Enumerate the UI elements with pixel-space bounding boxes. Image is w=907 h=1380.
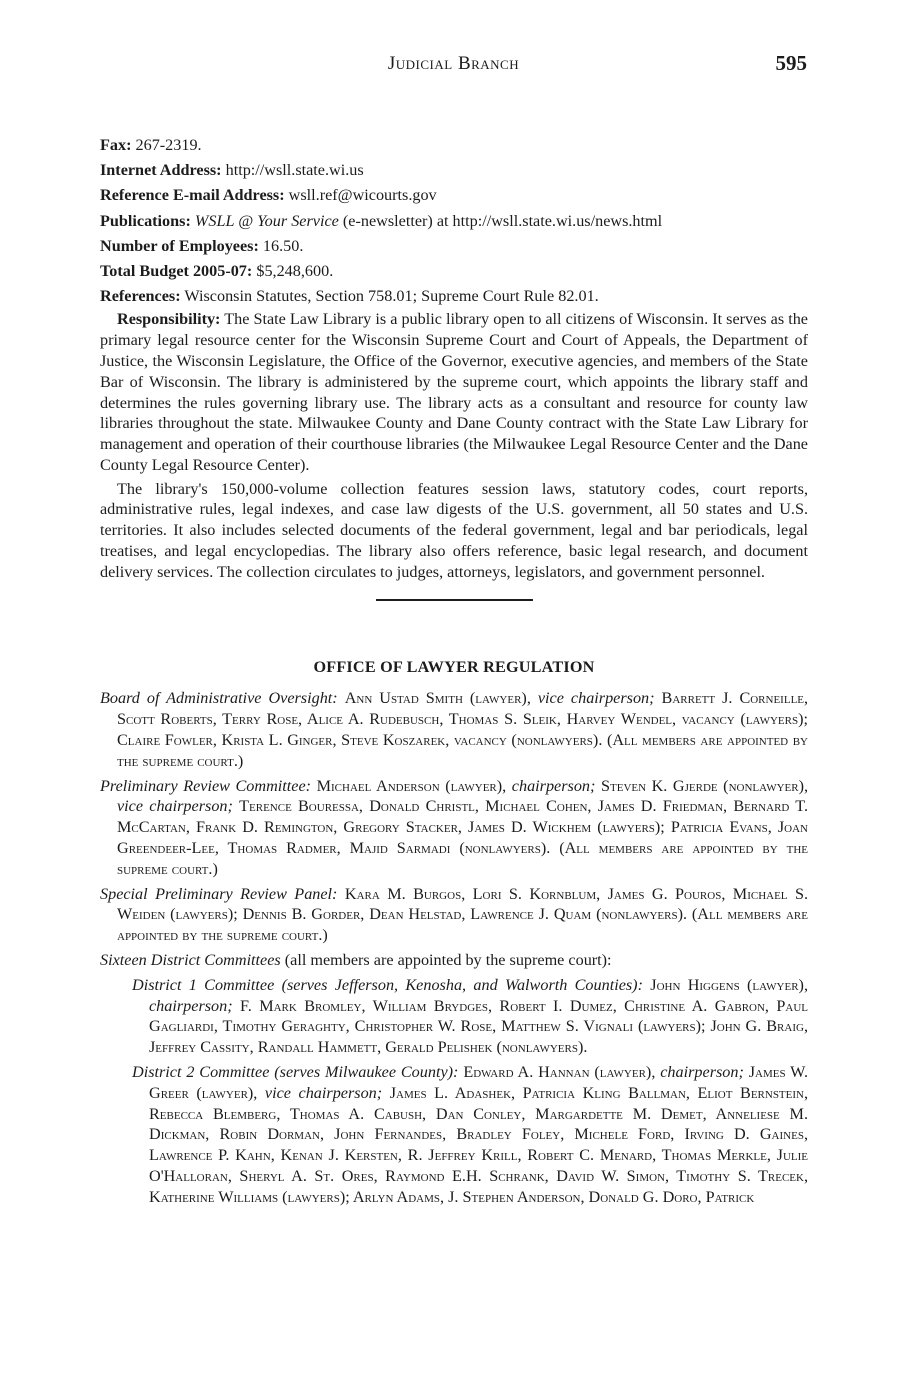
- board-role-1: vice chairperson;: [537, 689, 655, 708]
- preliminary-text-1: Michael Anderson (lawyer),: [316, 776, 507, 795]
- district-intro-entry: [100, 950, 808, 971]
- fax-line: [100, 135, 808, 156]
- references-label: References:: [100, 287, 181, 306]
- district-1-entry: [132, 975, 808, 1058]
- internet-address-label: Internet Address:: [100, 161, 222, 180]
- board-text-2: Barrett J. Corneille, Scott Roberts, Terry Rose, Alice A. Rudebusch, Thomas S. Sleik, Harvey Wendel, vacancy (lawyers); Claire Fowler, Krista L. Ginger, Steve Koszarek, vacancy (nonlawyers). (All members are appointed by the supreme court.): [117, 689, 809, 770]
- fax-label: Fax:: [100, 136, 132, 154]
- preliminary-role-1: chairperson;: [511, 776, 596, 795]
- internet-address-line: [100, 160, 808, 181]
- district-1-text-1: John Higgens (lawyer),: [650, 975, 808, 994]
- publications-rest: (e-newsletter) at http://wsll.state.wi.us/news.html: [342, 211, 663, 230]
- district-1-label: District 1 Committee (serves Jefferson, Kenosha, and Walworth Counties):: [132, 975, 643, 994]
- responsibility-label: Responsibility:: [117, 310, 221, 329]
- email-label: Reference E-mail Address:: [100, 186, 285, 205]
- special-label: Special Preliminary Review Panel:: [100, 884, 338, 903]
- district-2-role-1: chairperson;: [660, 1063, 744, 1082]
- email-value: wsll.ref@wicourts.gov: [288, 186, 437, 205]
- section-divider: [376, 599, 533, 601]
- references-value: Wisconsin Statutes, Section 758.01; Supreme Court Rule 82.01.: [184, 287, 599, 306]
- references-line: [100, 286, 808, 307]
- publications-title: WSLL @ Your Service: [194, 211, 339, 230]
- employees-value: 16.50.: [262, 236, 304, 255]
- budget-label: Total Budget 2005-07:: [100, 261, 253, 280]
- section-title: OFFICE OF LAWYER REGULATION: [313, 657, 595, 676]
- internet-address-value: http://wsll.state.wi.us: [225, 161, 364, 180]
- preliminary-text-2: Steven K. Gjerde (nonlawyer),: [601, 776, 809, 795]
- employees-line: [100, 236, 808, 257]
- district-2-text-2: James W. Greer (lawyer),: [149, 1063, 809, 1102]
- publications-line: [100, 211, 808, 232]
- collection-paragraph: The library's 150,000-volume collection features session laws, statutory codes, court reports, administrative rules, legal indexes, and case law digests of the U.S. government, all 50 states and U.S. territories. It also includes selected documents of the federal government, legal and bar periodicals, legal treatises, and legal encyclopedias. The library also offers reference, basic legal research, and document delivery services. The collection circulates to judges, attorneys, legislators, and government personnel.: [100, 479, 808, 581]
- employees-label: Number of Employees:: [100, 236, 259, 255]
- budget-value: $5,248,600.: [256, 261, 334, 280]
- district-2-text-1: Edward A. Hannan (lawyer),: [463, 1063, 656, 1082]
- district-intro-text: (all members are appointed by the supreme court):: [284, 951, 612, 970]
- district-1-role-1: chairperson;: [149, 996, 233, 1015]
- special-text-1: Kara M. Burgos, Lori S. Kornblum, James G. Pouros, Michael S. Weiden (lawyers); Dennis B. Gorder, Dean Helstad, Lawrence J. Quam (nonlawyers). (All members are appointed by the supreme court.): [117, 884, 809, 945]
- special-entry: [100, 884, 808, 946]
- preliminary-text-3: Terence Bouressa, Donald Christl, Michael Cohen, James D. Friedman, Bernard T. McCartan, Frank D. Remington, Gregory Stacker, James D. Wickhem (lawyers); Patricia Evans, Joan Greendeer-Lee, Thomas Radmer, Majid Sarmadi (nonlawyers). (All members are appointed by the supreme court.): [117, 797, 808, 878]
- responsibility-text: The State Law Library is a public library open to all citizens of Wisconsin. It serves as the primary legal resource center for the Wisconsin Supreme Court and Court of Appeals, the Department of Justice, the Wisconsin Legislature, the Office of the Governor, executive agencies, and members of the State Bar of Wisconsin. The library is administered by the supreme court, which appoints the library staff and determines the rules governing library use. The library acts as a consultant and resource for county law libraries throughout the state. Milwaukee County and Dane County contract with the State Law Library for management and operation of their courthouse libraries (the Milwaukee Legal Resource Center and the Dane County Legal Resource Center).: [100, 310, 808, 474]
- preliminary-role-2: vice chairperson;: [117, 797, 233, 816]
- fax-value: 267-2319.: [135, 136, 202, 154]
- page-number: 595: [775, 51, 807, 75]
- district-2-label: District 2 Committee (serves Milwaukee County):: [132, 1063, 459, 1082]
- district-committees-list: [132, 975, 808, 1208]
- responsibility-paragraph: [100, 309, 808, 475]
- board-entry: [100, 688, 808, 771]
- board-text-1: Ann Ustad Smith (lawyer),: [344, 689, 531, 708]
- running-header: Judicial Branch: [387, 53, 520, 74]
- district-intro-label: Sixteen District Committees: [100, 951, 281, 970]
- district-1-text-2: F. Mark Bromley, William Brydges, Robert I. Dumez, Christine A. Gabron, Paul Gagliardi, Timothy Geraghty, Christopher W. Rose, Matthew S. Vignali (lawyers); John G. Braig, Jeffrey Cassity, Randall Hammett, Gerald Pelishek (nonlawyers).: [149, 996, 808, 1057]
- email-line: [100, 185, 808, 206]
- page-body: [100, 135, 808, 1212]
- district-2-entry: [132, 1062, 808, 1208]
- district-2-role-2: vice chairperson;: [264, 1083, 383, 1102]
- budget-line: [100, 261, 808, 282]
- publications-label: Publications:: [100, 211, 191, 230]
- preliminary-entry: [100, 776, 808, 880]
- district-2-text-3: James L. Adashek, Patricia Kling Ballman, Eliot Bernstein, Rebecca Blemberg, Thomas A. Cabush, Dan Conley, Margardette M. Demet, Anneliese M. Dickman, Robin Dorman, John Fernandes, Bradley Foley, Michele Ford, Irving D. Gaines, Lawrence P. Kahn, Kenan J. Kersten, R. Jeffrey Krill, Robert C. Menard, Thomas Merkle, Julie O'Halloran, Sheryl A. St. Ores, Raymond E.H. Schrank, David W. Simon, Timothy S. Trecek, Katherine Williams (lawyers); Arlyn Adams, J. Stephen Anderson, Donald G. Doro, Patrick: [149, 1083, 809, 1206]
- board-label: Board of Administrative Oversight:: [100, 689, 338, 708]
- preliminary-label: Preliminary Review Committee:: [100, 776, 312, 795]
